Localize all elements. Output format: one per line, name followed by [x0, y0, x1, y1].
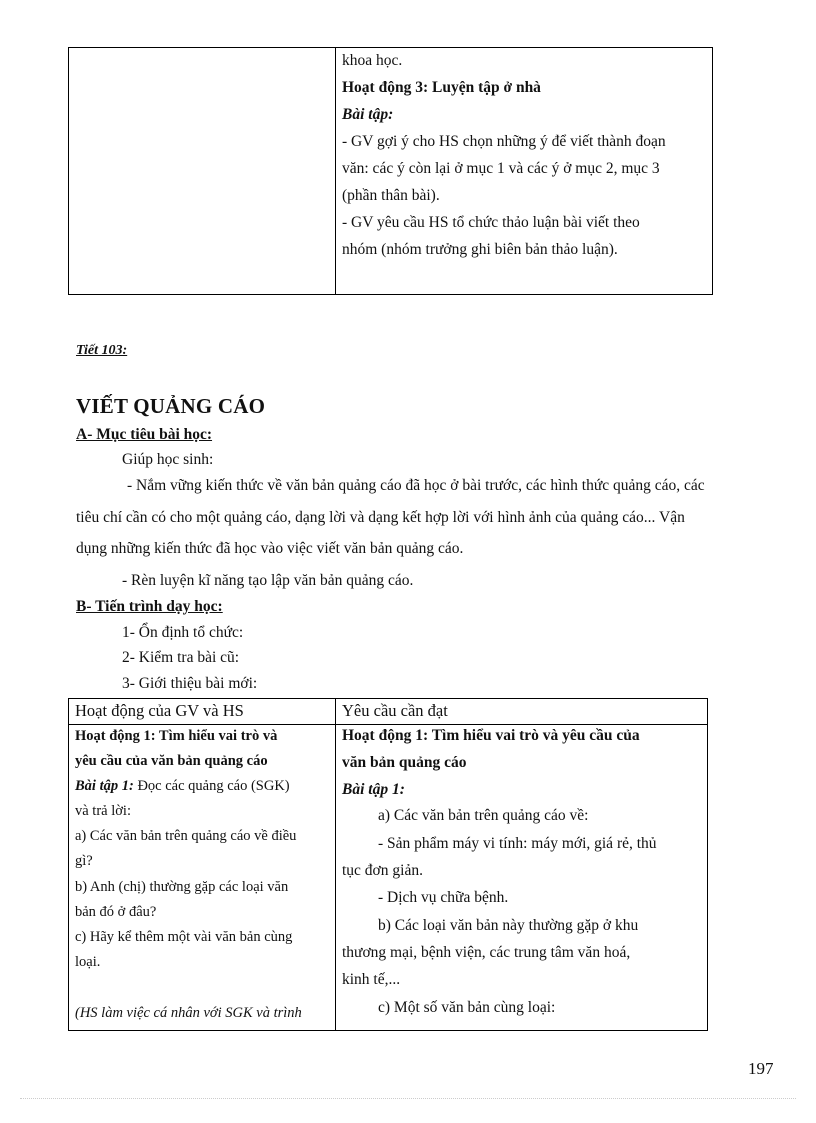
right-line: c) Một số văn bản cùng loại: [378, 999, 556, 1016]
left-line: a) Các văn bản trên quảng cáo về điều [75, 828, 297, 844]
left-line: c) Hãy kể thêm một vài văn bản cùng [75, 929, 293, 945]
top-right-line: - GV yêu cầu HS tổ chức thảo luận bài viết theo [342, 214, 640, 231]
left-line: gì? [75, 853, 93, 869]
activity-3-heading: Hoạt động 3: Luyện tập ở nhà [342, 79, 541, 96]
right-line: a) Các văn bản trên quảng cáo về: [378, 807, 589, 824]
left-line: b) Anh (chị) thường gặp các loại văn [75, 879, 289, 895]
left-exercise-label: Bài tập 1: [75, 778, 134, 794]
right-exercise-label: Bài tập 1: [342, 781, 405, 798]
top-table-right-cell [336, 48, 713, 295]
left-line: bản đó ở đâu? [75, 904, 157, 920]
left-line: loại. [75, 954, 101, 970]
section-b-step: 3- Giới thiệu bài mới: [122, 675, 258, 692]
top-right-line: nhóm (nhóm trưởng ghi biên bản thảo luận). [342, 241, 618, 258]
left-exercise-text: Đọc các quảng cáo (SGK) [133, 778, 290, 794]
right-line: kinh tế,... [342, 971, 401, 988]
page-number: 197 [748, 1059, 774, 1078]
top-right-line: - GV gợi ý cho HS chọn những ý để viết thành đoạn [342, 133, 666, 150]
left-activity-title: Hoạt động 1: Tìm hiểu vai trò và [75, 728, 278, 744]
top-right-line: (phần thân bài). [342, 187, 440, 204]
lesson-label: Tiết 103: [76, 343, 128, 358]
right-line: b) Các loại văn bản này thường gặp ở khu [378, 917, 639, 934]
right-line: tục đơn giản. [342, 862, 423, 879]
header-teacher-student [69, 699, 336, 725]
left-activity-title: yêu cầu của văn bản quảng cáo [75, 753, 268, 769]
section-b-heading: B- Tiến trình dạy học: [76, 598, 223, 615]
section-a-skill: - Rèn luyện kĩ năng tạo lập văn bản quảng cáo. [122, 572, 414, 589]
section-a-paragraph: tiêu chí cần có cho một quảng cáo, dạng lời và dạng kết hợp lời với hình ảnh của quảng cáo... Vận [76, 509, 685, 526]
right-line: - Dịch vụ chữa bệnh. [378, 889, 509, 906]
left-cell [69, 725, 336, 1031]
section-a-heading: A- Mục tiêu bài học: [76, 426, 213, 443]
section-a-paragraph: - Nắm vững kiến thức về văn bản quảng cáo đã học ở bài trước, các hình thức quảng cáo, các [127, 477, 705, 494]
footer-divider [20, 1098, 796, 1099]
left-line: và trả lời: [75, 803, 131, 819]
right-activity-title: Hoạt động 1: Tìm hiểu vai trò và yêu cầu của [342, 727, 640, 744]
left-exercise-line [75, 778, 290, 795]
right-activity-title: văn bản quảng cáo [342, 754, 467, 771]
section-a-intro: Giúp học sinh: [122, 451, 214, 468]
top-right-line: khoa học. [342, 52, 403, 69]
exercise-label: Bài tập: [342, 106, 394, 123]
right-line: thương mại, bệnh viện, các trung tâm văn hoá, [342, 944, 631, 961]
header-right-label: Yêu cầu cần đạt [342, 701, 448, 720]
top-table-left-cell [69, 48, 336, 295]
header-left-label: Hoạt động của GV và HS [75, 701, 244, 720]
left-note: (HS làm việc cá nhân với SGK và trình [75, 1005, 302, 1021]
right-line: - Sản phẩm máy vi tính: máy mới, giá rẻ, thủ [378, 835, 657, 852]
top-right-line: văn: các ý còn lại ở mục 1 và các ý ở mục 2, mục 3 [342, 160, 660, 177]
header-requirements [336, 699, 708, 725]
section-a-paragraph: dụng những kiến thức đã học vào việc viết văn bản quảng cáo. [76, 540, 464, 557]
top-table [68, 47, 713, 295]
lesson-table [68, 698, 708, 1031]
section-b-step: 2- Kiểm tra bài cũ: [122, 649, 240, 666]
lesson-title: VIẾT QUẢNG CÁO [76, 394, 266, 418]
section-b-step: 1- Ổn định tổ chức: [122, 624, 244, 641]
right-cell [336, 725, 708, 1031]
